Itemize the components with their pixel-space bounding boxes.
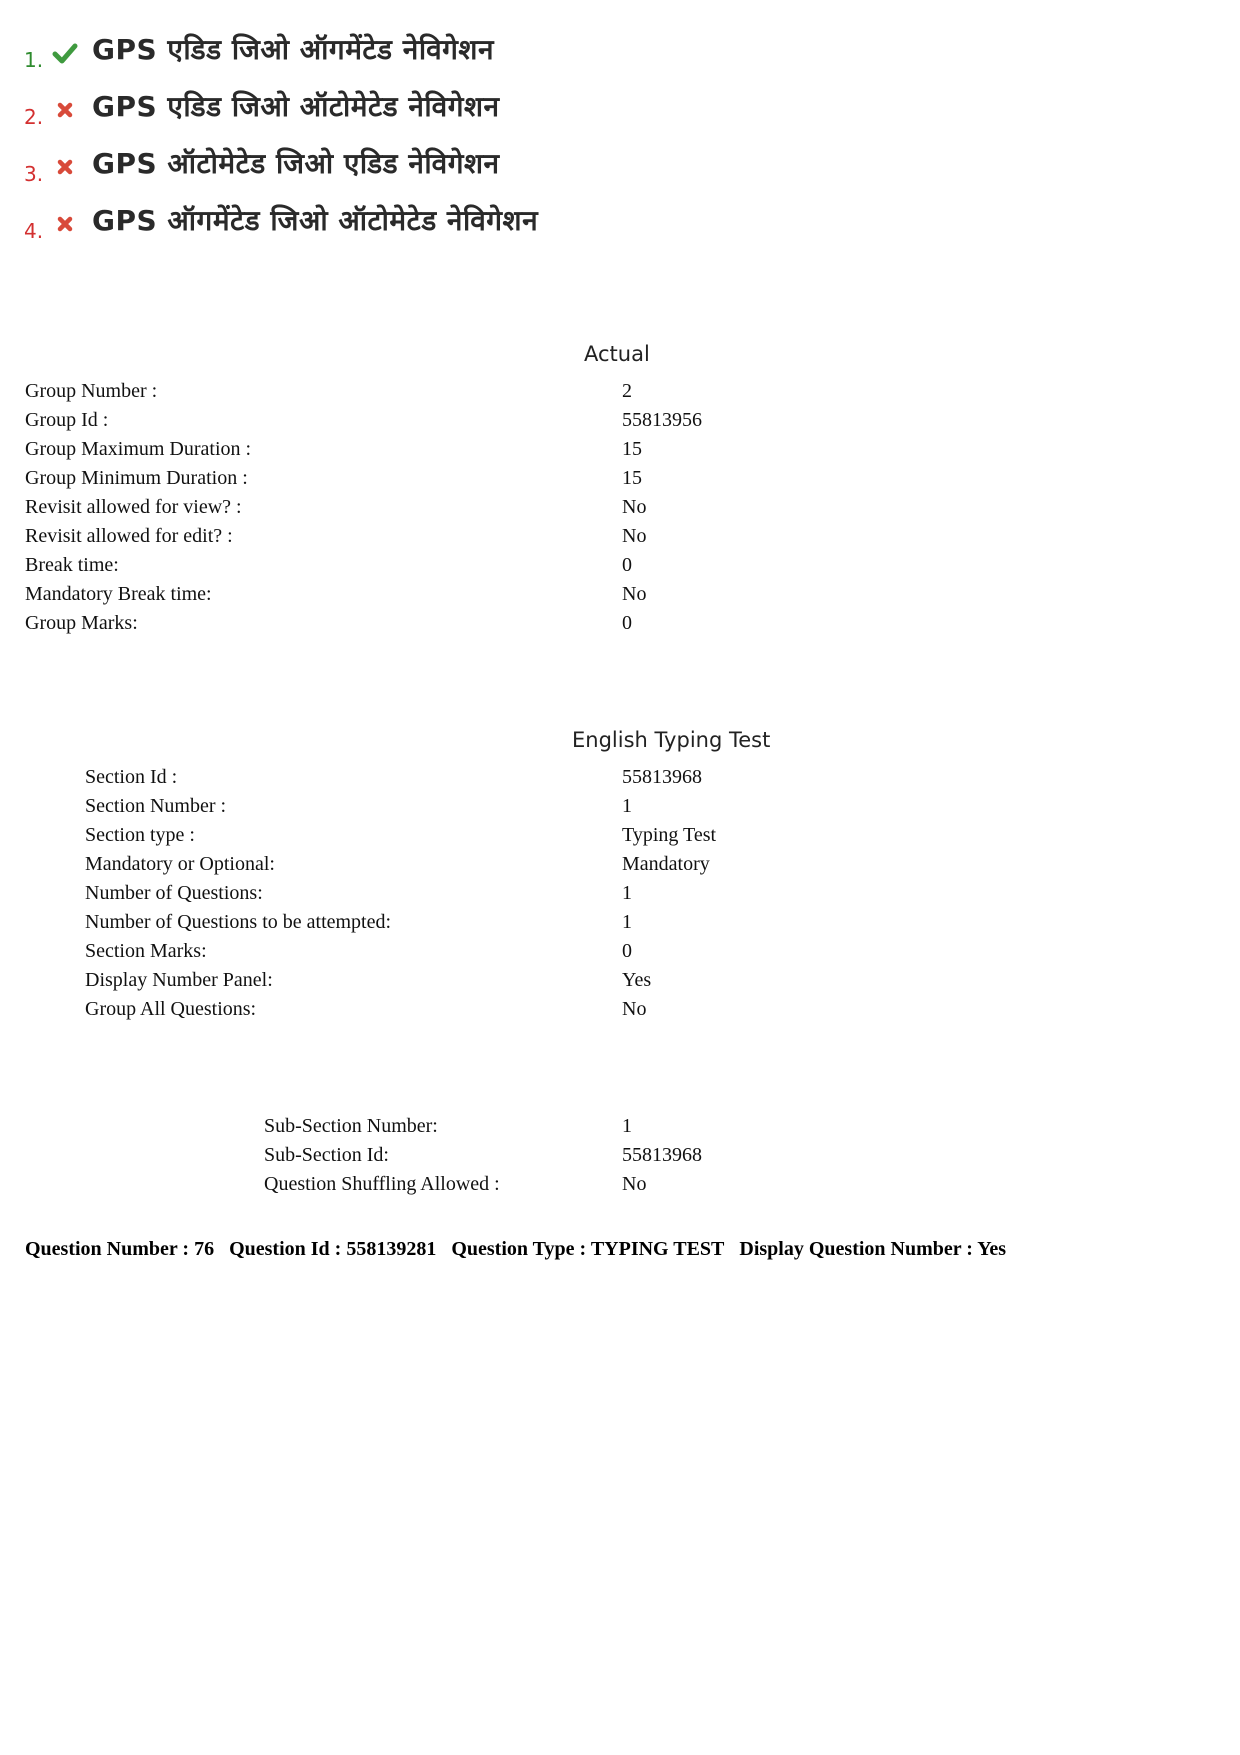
row-value: 1 xyxy=(622,1115,632,1137)
row-value: Yes xyxy=(622,969,652,991)
row-value: 55813968 xyxy=(622,1144,702,1166)
row-value: No xyxy=(622,1173,647,1195)
row-value: 15 xyxy=(622,438,642,460)
row-value: 2 xyxy=(622,380,632,402)
row-value: Mandatory xyxy=(622,853,710,875)
row-label: Group Minimum Duration : xyxy=(25,467,248,489)
row-label: Group All Questions: xyxy=(85,998,257,1020)
row-label: Number of Questions: xyxy=(85,882,263,904)
row-label: Question Shuffling Allowed : xyxy=(264,1173,500,1195)
question-info xyxy=(25,1238,1016,1261)
option-number: 2. xyxy=(24,105,44,129)
group-title: Actual xyxy=(584,342,650,366)
row-value: No xyxy=(622,998,647,1020)
check-icon xyxy=(52,40,78,66)
question-type: Question Type : TYPING TEST xyxy=(451,1238,725,1260)
row-value: 1 xyxy=(622,882,632,904)
row-value: Typing Test xyxy=(622,824,717,846)
row-value: 55813956 xyxy=(622,409,702,431)
option-number: 4. xyxy=(24,219,44,243)
row-label: Display Number Panel: xyxy=(85,969,273,991)
row-label: Sub-Section Number: xyxy=(264,1115,438,1137)
row-value: 0 xyxy=(622,554,632,576)
row-value: No xyxy=(622,496,647,518)
row-value: 55813968 xyxy=(622,766,702,788)
option-text: GPS एडिड जिओ ऑगमेंटेड नेविगेशन xyxy=(92,33,494,66)
cross-icon xyxy=(52,211,78,237)
option-text: GPS ऑगमेंटेड जिओ ऑटोमेटेड नेविगेशन xyxy=(92,204,539,237)
display-question-number: Display Question Number : Yes xyxy=(739,1238,1007,1260)
option-4 xyxy=(22,201,622,258)
row-label: Group Id : xyxy=(25,409,109,431)
option-number: 1. xyxy=(24,48,44,72)
option-3 xyxy=(22,144,622,201)
row-value: No xyxy=(622,583,647,605)
row-value: 1 xyxy=(622,795,632,817)
row-label: Mandatory Break time: xyxy=(25,583,212,605)
option-1 xyxy=(22,30,622,87)
row-label: Mandatory or Optional: xyxy=(85,853,275,875)
section-title: English Typing Test xyxy=(572,728,771,752)
option-text: GPS ऑटोमेटेड जिओ एडिड नेविगेशन xyxy=(92,147,500,180)
row-label: Number of Questions to be attempted: xyxy=(85,911,392,933)
row-label: Revisit allowed for edit? : xyxy=(25,525,233,547)
question-id: Question Id : 558139281 xyxy=(229,1238,437,1260)
row-label: Section type : xyxy=(85,824,195,846)
row-value: No xyxy=(622,525,647,547)
row-label: Group Number : xyxy=(25,380,158,402)
cross-icon xyxy=(52,154,78,180)
row-label: Sub-Section Id: xyxy=(264,1144,389,1166)
row-value: 0 xyxy=(622,612,632,634)
row-label: Section Number : xyxy=(85,795,227,817)
option-text: GPS एडिड जिओ ऑटोमेटेड नेविगेशन xyxy=(92,90,500,123)
answer-options xyxy=(22,30,622,258)
row-label: Section Marks: xyxy=(85,940,207,962)
row-value: 0 xyxy=(622,940,632,962)
row-label: Group Marks: xyxy=(25,612,138,634)
question-number: Question Number : 76 xyxy=(25,1238,215,1260)
row-label: Break time: xyxy=(25,554,119,576)
row-label: Group Maximum Duration : xyxy=(25,438,252,460)
row-label: Revisit allowed for view? : xyxy=(25,496,242,518)
row-value: 1 xyxy=(622,911,632,933)
option-2 xyxy=(22,87,622,144)
row-value: 15 xyxy=(622,467,642,489)
cross-icon xyxy=(52,97,78,123)
option-number: 3. xyxy=(24,162,44,186)
row-label: Section Id : xyxy=(85,766,178,788)
